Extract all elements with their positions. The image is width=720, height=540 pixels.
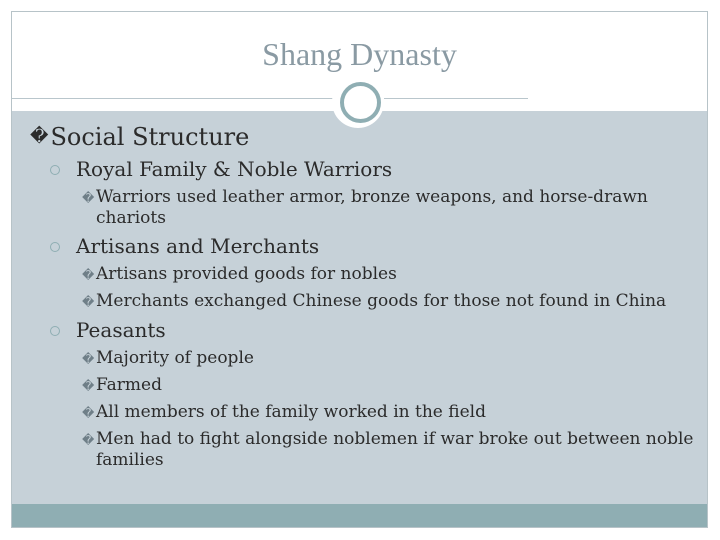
list-item-text: All members of the family worked in the field xyxy=(96,402,486,422)
section-label: Peasants xyxy=(76,318,166,342)
section-heading xyxy=(50,233,700,259)
section-group xyxy=(30,317,700,471)
list-item xyxy=(82,375,700,397)
list-item xyxy=(82,291,700,313)
box-bullet-icon: � xyxy=(82,406,95,420)
section-label: Royal Family & Noble Warriors xyxy=(76,157,393,181)
box-bullet-icon: � xyxy=(82,433,95,447)
list-item xyxy=(82,348,700,370)
section-list xyxy=(30,156,700,471)
heading-text: Social Structure xyxy=(50,123,250,151)
list-item-text: Merchants exchanged Chinese goods for those not found in China xyxy=(96,291,667,311)
box-bullet-icon: � xyxy=(82,352,95,366)
box-bullet-icon: � xyxy=(82,379,95,393)
list-item-text: Warriors used leather armor, bronze weapons, and horse-drawn chariots xyxy=(96,187,648,228)
slide-content xyxy=(30,122,700,471)
section-group xyxy=(30,156,700,229)
box-bullet-icon: � xyxy=(82,191,95,205)
main-heading xyxy=(30,122,700,152)
title-divider-right xyxy=(384,98,528,99)
divider-circle-icon xyxy=(340,82,381,123)
ring-bullet-icon xyxy=(50,326,60,336)
title-divider-left xyxy=(12,98,334,99)
ring-bullet-icon xyxy=(50,242,60,252)
box-bullet-icon: � xyxy=(82,268,95,282)
list-item xyxy=(82,402,700,424)
ring-bullet-icon xyxy=(50,165,60,175)
list-item-text: Majority of people xyxy=(96,348,254,368)
heading-marker-icon: � xyxy=(30,126,49,147)
list-item-text: Farmed xyxy=(96,375,162,395)
list-item xyxy=(82,187,700,229)
list-item-text: Men had to fight alongside noblemen if war broke out between noble families xyxy=(96,429,694,470)
section-group xyxy=(30,233,700,313)
list-item xyxy=(82,429,700,471)
slide-title: Shang Dynasty xyxy=(262,36,457,72)
section-label: Artisans and Merchants xyxy=(76,234,320,258)
list-item xyxy=(82,264,700,286)
box-bullet-icon: � xyxy=(82,295,95,309)
section-heading xyxy=(50,156,700,182)
section-heading xyxy=(50,317,700,343)
list-item-text: Artisans provided goods for nobles xyxy=(96,264,397,284)
